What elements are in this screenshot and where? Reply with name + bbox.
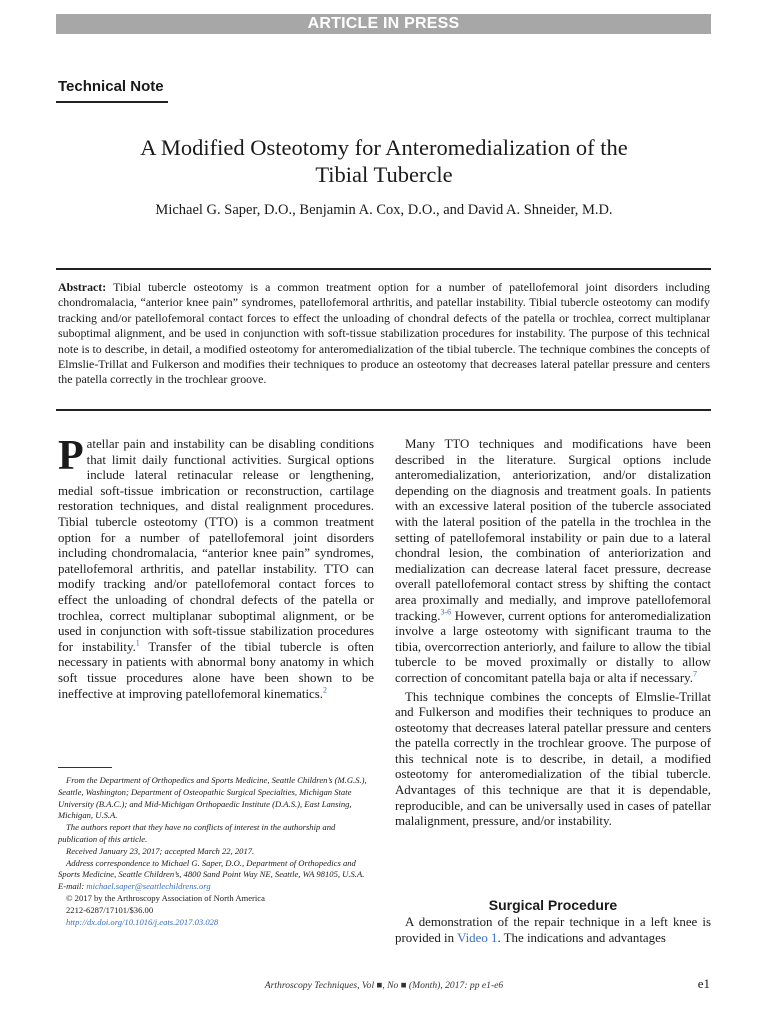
section-label-underline <box>56 101 168 103</box>
surgical-procedure-text <box>395 915 711 946</box>
footnote-conflicts: The authors report that they have no conflicts of interest in the authorship and publication of this article. <box>58 822 336 844</box>
abstract-bottom-rule <box>56 409 711 411</box>
title-line-1: A Modified Osteotomy for Anteromedialization of the <box>140 135 628 160</box>
email-link[interactable]: michael.saper@seattlechildrens.org <box>86 881 211 892</box>
intro-text-b: Transfer of the tibial tubercle is often necessary in patients with abnormal bony anatomy in which soft tissue procedures alone have been shown to be ineffective at improving patellofemoral kinematics. <box>58 639 375 701</box>
reference-link[interactable]: 7 <box>693 669 698 679</box>
right-column <box>395 437 711 830</box>
footnote-affiliation: From the Department of Orthopedics and Sports Medicine, Seattle Children’s (M.G.S.), Seattle, Washington; Department of Osteopathic Surgical Specialties, Michigan State University (B.A.C.); and Mid-Michigan Orthopaedic Institute (D.A.S.), East Lansing, Michigan, U.S.A. <box>58 775 367 821</box>
abstract <box>58 280 710 388</box>
intro-paragraph <box>58 433 375 702</box>
reference-link[interactable]: 3-6 <box>440 607 452 617</box>
video-link[interactable]: Video 1 <box>457 930 498 945</box>
surgical-text-b: . The indications and advantages <box>497 930 666 945</box>
footnote-doi <box>58 917 374 929</box>
footnote-received: Received January 23, 2017; accepted March 22, 2017. <box>66 845 255 856</box>
body-paragraph-2: This technique combines the concepts of Elmslie-Trillat and Fulkerson and modifies their techniques to produce an osteotomy that decreases lateral patellar pressure and centers the patella correctly in the trochlear groove. The purpose of this technical note is to describe, in detail, a modified osteotomy for anteromedialization of the tibial tubercle. Advantages of this technique are that it is dependable, reproducible, and can be universally used in cases of patellar malalignment, pressure, and/or instability. <box>395 689 711 829</box>
body-text: However, current options for anteromedialization involve a large osteotomy with significant trauma to the tibia, overcorrection anteriorly, and failure to allow the tibial tubercle to be moved proximally or distally to allow correction of concomitant patella baja or alta if necessary. <box>395 608 711 685</box>
intro-text-a: atellar pain and instability can be disabling conditions that limit daily functional activities. Surgical options include lateral retinacular release or lengthening, medial soft-tissue imbrication or reconstruction, cartilage restoration techniques, and distal realignment procedures. Tibial tubercle osteotomy (TTO) is a common treatment option for a number of patellofemoral joint disorders including chondromalacia, “anterior knee pain” syndromes, patellofemoral arthritis, and patellar instability. TTO can modify tracking and/or patellofemoral contact forces to effect the unloading of chondral defects of the patella or trochlea, correct multiplanar suboptimal alignment, or be used in conjunction with soft-tissue stabilization procedures for instability. <box>58 437 374 654</box>
article-in-press-banner: ARTICLE IN PRESS <box>56 14 711 34</box>
drop-cap: P <box>58 433 84 479</box>
body-text: Many TTO techniques and modifications have been described in the literature. Surgical options include anteromedialization, anteriorization, and/or distalization depending on the diagnosis and treatment goals. In patients with an excessive lateral position of the tubercle associated with the lateral position of the patella in the trochlea in the setting of patellofemoral instability or pain due to a lateral chondral lesion, the combination of anteriorization and medialization can decrease lateral facet pressure, decrease overall patellofemoral contact stress by shifting the contact area proximally and medially, and improve patellofemoral tracking. <box>395 437 711 623</box>
abstract-text: Tibial tubercle osteotomy is a common treatment option for a number of patellofemoral joint disorders including chondromalacia, “anterior knee pain” syndromes, patellofemoral arthritis, and patellar instability. Tibial tubercle osteotomy can modify tracking and/or patellofemoral contact forces to effect the unloading of chondral defects of the patella or trochlea, correct multiplanar suboptimal alignment, and be used in conjunction with soft-tissue stabilization procedures for instability. The purpose of this technical note is to describe, in detail, a modified osteotomy for anteromedialization of the tibial tubercle. The technique combines the concepts of Elmslie-Trillat and Fulkerson and modifies their techniques to produce an osteotomy that decreases lateral patellar pressure and centers the patella correctly in the trochlear groove. <box>58 280 710 387</box>
footnotes <box>58 775 374 928</box>
author-list: Michael G. Saper, D.O., Benjamin A. Cox, D.O., and David A. Shneider, M.D. <box>155 202 613 218</box>
left-column <box>58 433 375 702</box>
doi-link[interactable]: http://dx.doi.org/10.1016/j.eats.2017.03.028 <box>66 916 219 927</box>
title-line-2: Tibial Tubercle <box>315 162 453 187</box>
footnote-correspondence <box>58 858 374 893</box>
reference-link[interactable]: 2 <box>323 685 328 695</box>
footnote-rule <box>58 767 112 768</box>
surgical-procedure-heading: Surgical Procedure <box>488 897 618 913</box>
footnote-code: 2212-6287/17101/$36.00 <box>66 904 154 915</box>
footnote-copyright: © 2017 by the Arthroscopy Association of North America <box>66 892 265 903</box>
correspondence-text: Address correspondence to Michael G. Saper, D.O., Department of Orthopedics and Sports Medicine, Seattle Children’s, 4800 Sand Point Way NE, Seattle, WA 98105, U.S.A. E-mail: <box>58 857 365 892</box>
surgical-text-a: A demonstration of the repair technique in a left knee is provided in <box>395 915 711 945</box>
section-label: Technical Note <box>58 78 164 95</box>
reference-link[interactable]: 1 <box>135 638 140 648</box>
abstract-top-rule <box>56 268 711 270</box>
page-number: e1 <box>697 976 710 991</box>
journal-footer: Arthroscopy Techniques, Vol ■, No ■ (Month), 2017: pp e1-e6 <box>264 980 504 991</box>
abstract-label: Abstract: <box>58 280 107 294</box>
body-paragraph-1 <box>395 437 711 687</box>
article-title <box>60 134 708 188</box>
